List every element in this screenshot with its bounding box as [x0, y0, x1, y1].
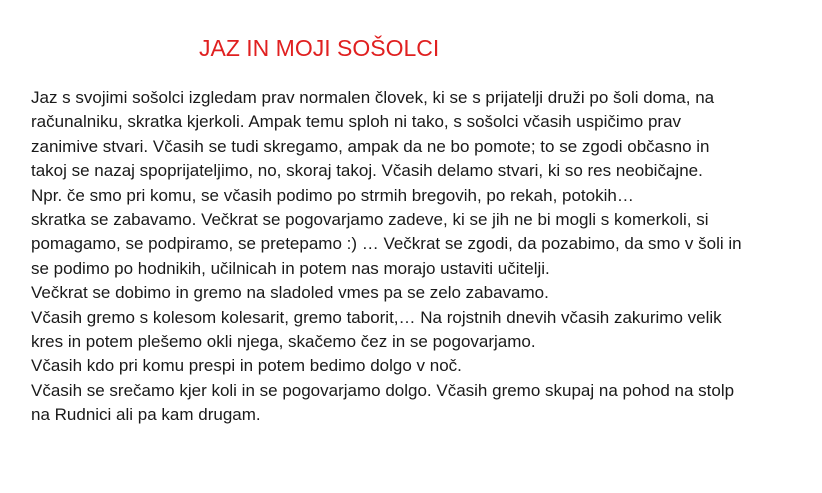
document-body [31, 86, 816, 428]
text-line: Včasih kdo pri komu prespi in potem bedimo dolgo v noč. [31, 356, 462, 376]
text-line: skratka se zabavamo. Večkrat se pogovarjamo zadeve, ki se jih ne bi mogli s komerkoli, si [31, 210, 709, 230]
text-line: Npr. če smo pri komu, se včasih podimo po strmih bregovih, po rekah, potokih… [31, 185, 634, 205]
text-line: kres in potem plešemo okli njega, skačemo čez in se pogovarjamo. [31, 332, 536, 352]
text-line: takoj se nazaj spoprijateljimo, no, skoraj takoj. Včasih delamo stvari, ki so res neobičajne. [31, 161, 703, 181]
text-line: Včasih gremo s kolesom kolesarit, gremo taborit,… Na rojstnih dnevih včasih zakurimo velik [31, 307, 722, 327]
document-title: JAZ IN MOJI SOŠOLCI [199, 35, 440, 61]
text-line: Večkrat se dobimo in gremo na sladoled vmes pa se zelo zabavamo. [31, 283, 549, 303]
text-line: se podimo po hodnikih, učilnicah in potem nas morajo ustaviti učitelji. [31, 258, 550, 278]
text-line: zanimive stvari. Včasih se tudi skregamo, ampak da ne bo pomote; to se zgodi občasno in [31, 136, 710, 156]
text-line: Včasih se srečamo kjer koli in se pogovarjamo dolgo. Včasih gremo skupaj na pohod na stolp [31, 380, 735, 400]
text-line: pomagamo, se podpiramo, se pretepamo :) … Večkrat se zgodi, da pozabimo, da smo v šoli in [31, 234, 742, 254]
text-line: Jaz s svojimi sošolci izgledam prav normalen človek, ki se s prijatelji druži po šoli doma, na [31, 88, 715, 107]
text-line: na Rudnici ali pa kam drugam. [31, 405, 261, 425]
text-line: računalniku, skratka kjerkoli. Ampak temu sploh ni tako, s sošolci včasih uspičimo prav [31, 112, 682, 132]
